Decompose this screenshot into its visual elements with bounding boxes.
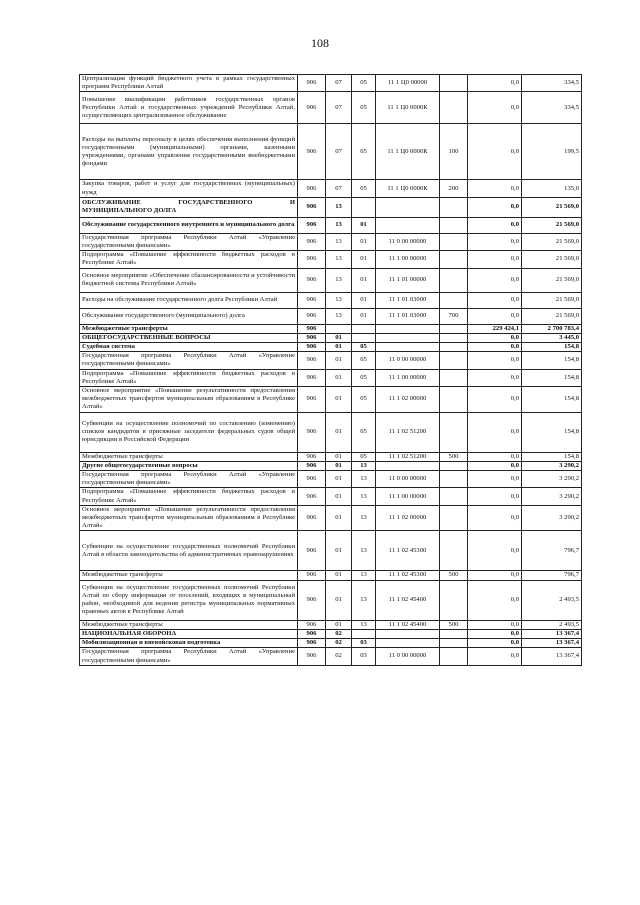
cell-pr: 05 (352, 180, 376, 197)
table-row (80, 488, 582, 505)
cell-name: Закупка товаров, работ и услуг для государственных (муниципальных) нужд (80, 180, 298, 197)
cell-sum-2: 796,7 (522, 531, 582, 571)
cell-sum-1: 0,0 (468, 387, 522, 413)
cell-rz: 01 (326, 461, 352, 470)
cell-sum-2: 21 569,0 (522, 268, 582, 292)
cell-vr: 700 (440, 308, 468, 324)
cell-vr (440, 217, 468, 233)
cell-vr (440, 268, 468, 292)
cell-rz: 07 (326, 180, 352, 197)
cell-ved: 906 (298, 531, 326, 571)
cell-name: Обслуживание государственного внутреннего и муниципального долга (80, 217, 298, 233)
cell-pr: 05 (352, 412, 376, 452)
table-row (80, 412, 582, 452)
cell-sum-2: 154,8 (522, 343, 582, 352)
cell-ved: 906 (298, 488, 326, 505)
cell-name: Субвенции на осуществление государственных полномочий Республики Алтай в области законодательства об административных правонарушениях (80, 531, 298, 571)
cell-pr (352, 324, 376, 333)
cell-pr: 03 (352, 639, 376, 648)
cell-rz: 02 (326, 648, 352, 665)
cell-csr (376, 639, 440, 648)
cell-pr: 13 (352, 531, 376, 571)
cell-sum-2: 334,5 (522, 75, 582, 92)
cell-rz: 07 (326, 124, 352, 180)
cell-csr (376, 343, 440, 352)
cell-vr (440, 471, 468, 488)
cell-csr: 11 0 00 00000 (376, 352, 440, 369)
cell-ved: 906 (298, 461, 326, 470)
cell-ved: 906 (298, 233, 326, 250)
cell-sum-2: 154,8 (522, 352, 582, 369)
cell-name: Основное мероприятие «Повышение результативности предоставления межбюджетных трансфертов муниципальным образованиям в Республике Алтай» (80, 387, 298, 413)
cell-sum-1: 0,0 (468, 180, 522, 197)
cell-sum-2: 3 290,2 (522, 471, 582, 488)
cell-vr (440, 412, 468, 452)
cell-sum-1: 0,0 (468, 580, 522, 620)
cell-vr: 100 (440, 124, 468, 180)
cell-ved: 906 (298, 629, 326, 638)
cell-vr (440, 197, 468, 217)
cell-sum-2: 3 290,2 (522, 488, 582, 505)
cell-pr: 05 (352, 369, 376, 386)
cell-name: Межбюджетные трансферты (80, 452, 298, 461)
cell-rz: 01 (326, 580, 352, 620)
cell-pr (352, 629, 376, 638)
cell-sum-1: 0,0 (468, 452, 522, 461)
cell-ved: 906 (298, 580, 326, 620)
table-row (80, 268, 582, 292)
cell-sum-2: 3 445,0 (522, 333, 582, 342)
cell-pr: 13 (352, 571, 376, 580)
cell-sum-1: 0,0 (468, 92, 522, 124)
cell-sum-1: 0,0 (468, 124, 522, 180)
cell-csr (376, 461, 440, 470)
cell-sum-1: 0,0 (468, 629, 522, 638)
cell-vr (440, 580, 468, 620)
table-row (80, 369, 582, 386)
cell-name: Государственная программа Республики Алтай «Управление государственными финансами» (80, 233, 298, 250)
cell-rz: 13 (326, 233, 352, 250)
table-row (80, 92, 582, 124)
cell-ved: 906 (298, 620, 326, 629)
cell-name: ОБСЛУЖИВАНИЕ ГОСУДАРСТВЕННОГО И МУНИЦИПАЛЬНОГО ДОЛГА (80, 197, 298, 217)
cell-name: Основное мероприятие «Обеспечение сбалансированности и устойчивости бюджетной системы Республики Алтай» (80, 268, 298, 292)
table-row (80, 571, 582, 580)
cell-csr (376, 629, 440, 638)
cell-rz: 01 (326, 412, 352, 452)
table-row (80, 620, 582, 629)
cell-rz: 01 (326, 620, 352, 629)
cell-sum-2: 21 569,0 (522, 292, 582, 308)
cell-csr: 11 1 02 45300 (376, 571, 440, 580)
cell-ved: 906 (298, 308, 326, 324)
cell-ved: 906 (298, 639, 326, 648)
cell-csr: 11 1 00 00000 (376, 251, 440, 268)
cell-rz: 01 (326, 333, 352, 342)
cell-name: Государственная программа Республики Алтай «Управление государственными финансами» (80, 352, 298, 369)
cell-rz: 13 (326, 251, 352, 268)
cell-sum-2: 13 367,4 (522, 629, 582, 638)
table-row (80, 629, 582, 638)
cell-ved: 906 (298, 251, 326, 268)
cell-pr: 13 (352, 488, 376, 505)
cell-vr (440, 488, 468, 505)
cell-csr: 11 0 00 00000 (376, 233, 440, 250)
cell-ved: 906 (298, 343, 326, 352)
cell-ved: 906 (298, 217, 326, 233)
cell-ved: 906 (298, 387, 326, 413)
cell-rz: 13 (326, 197, 352, 217)
table-row (80, 648, 582, 665)
cell-sum-1: 0,0 (468, 505, 522, 531)
cell-ved: 906 (298, 471, 326, 488)
cell-vr (440, 251, 468, 268)
cell-csr (376, 197, 440, 217)
cell-rz: 07 (326, 92, 352, 124)
cell-sum-1: 0,0 (468, 233, 522, 250)
table-row (80, 452, 582, 461)
cell-csr: 11 1 02 51200 (376, 412, 440, 452)
cell-name: Государственная программа Республики Алтай «Управление государственными финансами» (80, 471, 298, 488)
cell-sum-1: 0,0 (468, 217, 522, 233)
cell-sum-2: 2 493,5 (522, 620, 582, 629)
cell-sum-2: 154,8 (522, 369, 582, 386)
table-row (80, 639, 582, 648)
cell-name: ОБЩЕГОСУДАРСТВЕННЫЕ ВОПРОСЫ (80, 333, 298, 342)
cell-sum-1: 0,0 (468, 639, 522, 648)
table-row (80, 251, 582, 268)
cell-vr (440, 343, 468, 352)
cell-csr: 11 1 01 03000 (376, 292, 440, 308)
cell-csr: 11 1 Ц0 0000К (376, 124, 440, 180)
cell-name: Межбюджетные трансферты (80, 620, 298, 629)
cell-ved: 906 (298, 452, 326, 461)
cell-pr: 01 (352, 308, 376, 324)
cell-csr: 11 1 02 51200 (376, 452, 440, 461)
cell-rz: 01 (326, 369, 352, 386)
cell-sum-2: 334,5 (522, 92, 582, 124)
budget-table (79, 74, 582, 666)
cell-ved: 906 (298, 292, 326, 308)
cell-pr: 01 (352, 217, 376, 233)
cell-vr (440, 333, 468, 342)
cell-rz: 02 (326, 639, 352, 648)
cell-vr (440, 352, 468, 369)
cell-rz: 02 (326, 629, 352, 638)
cell-sum-1: 0,0 (468, 571, 522, 580)
cell-vr (440, 639, 468, 648)
page-number: 108 (311, 36, 329, 50)
cell-rz: 01 (326, 387, 352, 413)
cell-csr (376, 333, 440, 342)
cell-vr (440, 505, 468, 531)
cell-pr: 05 (352, 452, 376, 461)
cell-sum-2: 199,5 (522, 124, 582, 180)
cell-sum-1: 0,0 (468, 648, 522, 665)
cell-vr (440, 629, 468, 638)
cell-vr (440, 648, 468, 665)
cell-sum-2: 154,8 (522, 387, 582, 413)
cell-rz: 01 (326, 343, 352, 352)
cell-pr: 05 (352, 92, 376, 124)
cell-csr: 11 1 01 03000 (376, 308, 440, 324)
cell-sum-1: 0,0 (468, 369, 522, 386)
cell-rz: 01 (326, 452, 352, 461)
cell-pr: 05 (352, 124, 376, 180)
cell-vr: 500 (440, 571, 468, 580)
table-row (80, 343, 582, 352)
table-row (80, 461, 582, 470)
cell-vr (440, 324, 468, 333)
cell-rz (326, 324, 352, 333)
cell-sum-1: 0,0 (468, 75, 522, 92)
table-row (80, 197, 582, 217)
table-row (80, 352, 582, 369)
cell-name: Субвенции на осуществление государственных полномочий Республики Алтай по сбору информации от поселений, входящих в муниципальный район, необходимой для ведения регистра муниципальных нормативных правовых актов в Республике Алтай (80, 580, 298, 620)
cell-name: Другие общегосударственные вопросы (80, 461, 298, 470)
cell-name: Подпрограмма «Повышение эффективности бюджетных расходов в Республике Алтай» (80, 251, 298, 268)
table-row (80, 505, 582, 531)
cell-ved: 906 (298, 369, 326, 386)
cell-csr: 11 0 00 00000 (376, 648, 440, 665)
cell-name: Межбюджетные трансферты (80, 324, 298, 333)
cell-name: Повышение квалификации работников государственных органов Республики Алтай и государственных учреждений Республики Алтай, осуществляющих централизованное обслуживание (80, 92, 298, 124)
table-row (80, 124, 582, 180)
cell-name: Субвенции на осуществление полномочий по составлению (изменению) списков кандидатов в присяжные заседатели федеральных судов общей юрисдикции в Российской Федерации (80, 412, 298, 452)
cell-name: Обслуживание государственного (муниципального) долга (80, 308, 298, 324)
table-row (80, 75, 582, 92)
cell-pr: 05 (352, 75, 376, 92)
cell-name: Подпрограмма «Повышение эффективности бюджетных расходов в Республике Алтай» (80, 369, 298, 386)
cell-pr: 05 (352, 387, 376, 413)
cell-sum-1: 0,0 (468, 471, 522, 488)
cell-pr (352, 333, 376, 342)
cell-sum-2: 2 493,5 (522, 580, 582, 620)
cell-vr: 500 (440, 620, 468, 629)
cell-sum-2: 154,8 (522, 412, 582, 452)
cell-vr (440, 461, 468, 470)
cell-csr: 11 1 01 00000 (376, 268, 440, 292)
cell-vr (440, 75, 468, 92)
cell-rz: 01 (326, 488, 352, 505)
cell-sum-1: 0,0 (468, 343, 522, 352)
table-row (80, 233, 582, 250)
cell-csr (376, 217, 440, 233)
cell-pr: 13 (352, 620, 376, 629)
cell-ved: 906 (298, 197, 326, 217)
cell-vr (440, 233, 468, 250)
table-row (80, 217, 582, 233)
cell-ved: 906 (298, 571, 326, 580)
cell-sum-2: 796,7 (522, 571, 582, 580)
cell-name: Централизация функций бюджетного учета в рамках государственных программ Республики Алтай (80, 75, 298, 92)
cell-rz: 13 (326, 268, 352, 292)
cell-ved: 906 (298, 268, 326, 292)
cell-sum-1: 0,0 (468, 333, 522, 342)
cell-sum-1: 0,0 (468, 308, 522, 324)
table-row (80, 324, 582, 333)
cell-pr: 13 (352, 505, 376, 531)
cell-ved: 906 (298, 352, 326, 369)
cell-name: Основное мероприятие «Повышение результативности предоставления межбюджетных трансфертов муниципальным образованиям в Республике Алтай» (80, 505, 298, 531)
cell-csr: 11 1 00 00000 (376, 369, 440, 386)
cell-name: Расходы на обслуживание государственного долга Республики Алтай (80, 292, 298, 308)
cell-name: Государственная программа Республики Алтай «Управление государственными финансами» (80, 648, 298, 665)
cell-csr: 11 0 00 00000 (376, 471, 440, 488)
cell-csr: 11 1 02 45400 (376, 620, 440, 629)
cell-vr: 500 (440, 452, 468, 461)
cell-sum-1: 0,0 (468, 197, 522, 217)
cell-sum-1: 0,0 (468, 292, 522, 308)
cell-rz: 01 (326, 531, 352, 571)
cell-csr: 11 1 02 00000 (376, 505, 440, 531)
cell-sum-2: 21 569,0 (522, 251, 582, 268)
cell-sum-2: 13 367,4 (522, 639, 582, 648)
cell-pr (352, 197, 376, 217)
table-row (80, 180, 582, 197)
cell-rz: 01 (326, 352, 352, 369)
cell-pr: 13 (352, 471, 376, 488)
cell-vr (440, 292, 468, 308)
cell-sum-2: 21 569,0 (522, 217, 582, 233)
cell-ved: 906 (298, 324, 326, 333)
cell-rz: 01 (326, 471, 352, 488)
cell-sum-2: 21 569,0 (522, 233, 582, 250)
cell-ved: 906 (298, 75, 326, 92)
cell-sum-1: 0,0 (468, 412, 522, 452)
cell-ved: 906 (298, 505, 326, 531)
cell-csr: 11 1 02 00000 (376, 387, 440, 413)
table-row (80, 471, 582, 488)
cell-sum-1: 0,0 (468, 488, 522, 505)
cell-sum-2: 21 569,0 (522, 308, 582, 324)
cell-ved: 906 (298, 92, 326, 124)
cell-sum-2: 135,0 (522, 180, 582, 197)
cell-name: Расходы на выплаты персоналу в целях обеспечения выполнения функций государственными (муниципальными) органами, казенными учреждениями, органами управления государственными внебюджетными фондами (80, 124, 298, 180)
cell-sum-2: 13 367,4 (522, 648, 582, 665)
cell-vr (440, 387, 468, 413)
cell-pr: 13 (352, 461, 376, 470)
cell-sum-2: 3 290,2 (522, 461, 582, 470)
cell-sum-2: 3 290,2 (522, 505, 582, 531)
cell-pr: 05 (352, 352, 376, 369)
cell-sum-1: 0,0 (468, 531, 522, 571)
cell-ved: 906 (298, 412, 326, 452)
cell-vr (440, 369, 468, 386)
cell-sum-1: 0,0 (468, 352, 522, 369)
cell-name: Судебная система (80, 343, 298, 352)
cell-name: НАЦИОНАЛЬНАЯ ОБОРОНА (80, 629, 298, 638)
cell-rz: 13 (326, 292, 352, 308)
cell-pr: 03 (352, 648, 376, 665)
cell-vr (440, 531, 468, 571)
cell-ved: 906 (298, 180, 326, 197)
cell-vr: 200 (440, 180, 468, 197)
cell-ved: 906 (298, 648, 326, 665)
cell-pr: 05 (352, 343, 376, 352)
cell-csr: 11 1 02 45300 (376, 531, 440, 571)
cell-pr: 01 (352, 292, 376, 308)
cell-name: Мобилизационная и вневойсковая подготовка (80, 639, 298, 648)
cell-csr: 11 1 Ц0 00000 (376, 75, 440, 92)
cell-name: Межбюджетные трансферты (80, 571, 298, 580)
cell-csr: 11 1 Ц0 0000К (376, 92, 440, 124)
cell-pr: 01 (352, 233, 376, 250)
table-row (80, 580, 582, 620)
cell-pr: 01 (352, 251, 376, 268)
table-row (80, 387, 582, 413)
cell-sum-1: 0,0 (468, 461, 522, 470)
cell-csr: 11 1 00 00000 (376, 488, 440, 505)
table-row (80, 531, 582, 571)
cell-sum-1: 0,0 (468, 620, 522, 629)
table-row (80, 292, 582, 308)
table-row (80, 333, 582, 342)
cell-ved: 906 (298, 333, 326, 342)
cell-rz: 01 (326, 571, 352, 580)
cell-sum-2: 154,8 (522, 452, 582, 461)
table-body (80, 75, 582, 666)
cell-csr: 11 1 02 45400 (376, 580, 440, 620)
cell-sum-1: 0,0 (468, 268, 522, 292)
cell-sum-2: 2 700 783,4 (522, 324, 582, 333)
cell-csr: 11 1 Ц0 0000К (376, 180, 440, 197)
cell-rz: 07 (326, 75, 352, 92)
cell-csr (376, 324, 440, 333)
cell-rz: 01 (326, 505, 352, 531)
cell-vr (440, 92, 468, 124)
table-row (80, 308, 582, 324)
cell-pr: 01 (352, 268, 376, 292)
cell-name: Подпрограмма «Повышение эффективности бюджетных расходов в Республике Алтай» (80, 488, 298, 505)
cell-rz: 13 (326, 217, 352, 233)
cell-pr: 13 (352, 580, 376, 620)
cell-ved: 906 (298, 124, 326, 180)
cell-sum-2: 21 569,0 (522, 197, 582, 217)
cell-sum-1: 229 424,1 (468, 324, 522, 333)
cell-rz: 13 (326, 308, 352, 324)
cell-sum-1: 0,0 (468, 251, 522, 268)
